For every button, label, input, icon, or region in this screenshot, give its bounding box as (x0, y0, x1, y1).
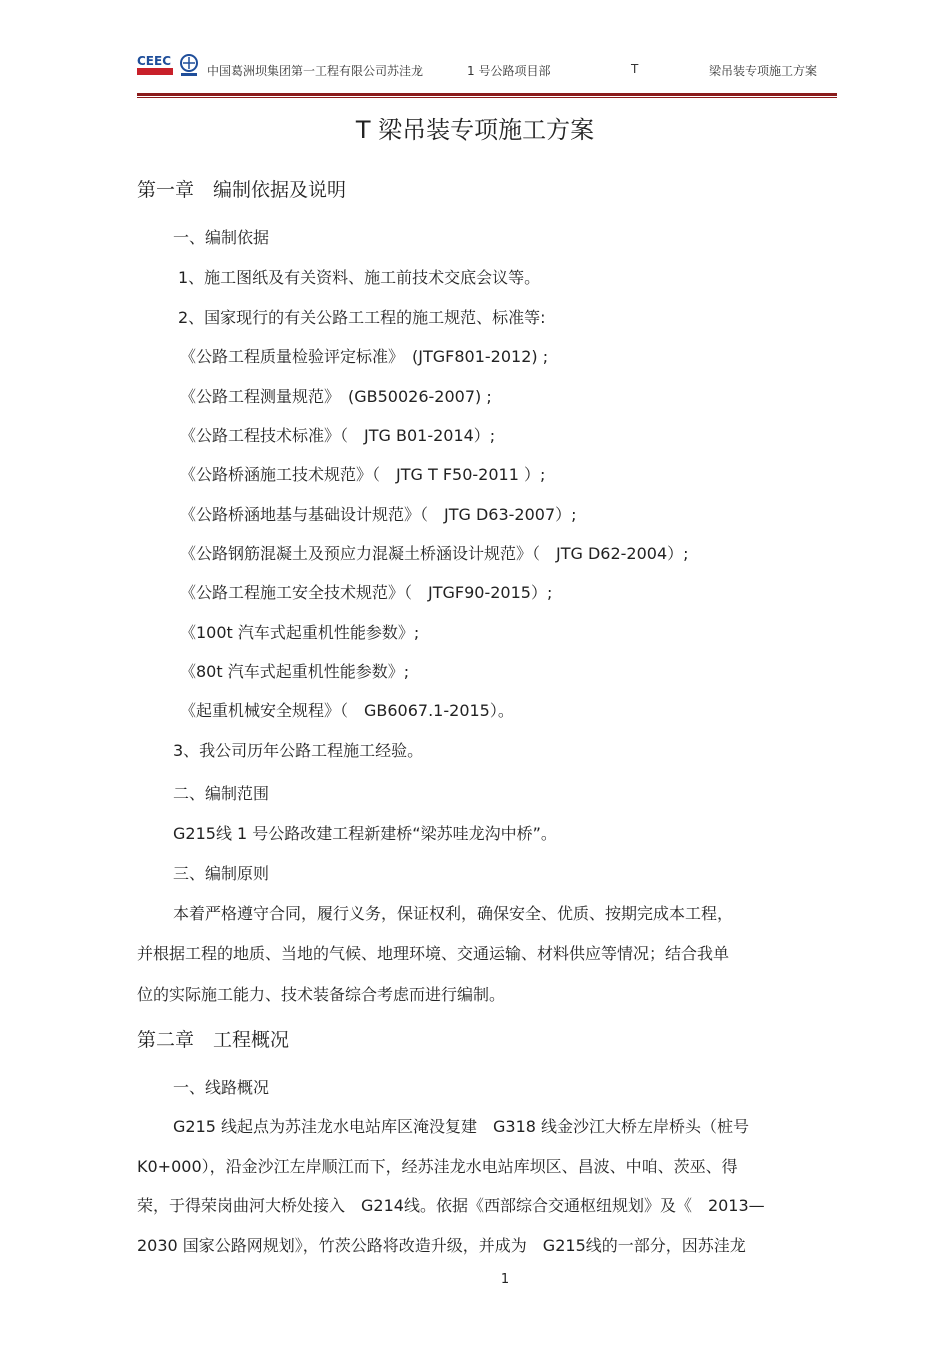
standard-item: 《公路钢筋混凝土及预应力混凝土桥涵设计规范》（ JTG D62-2004）; (180, 544, 689, 563)
paragraph-line: 1、施工图纸及有关资料、施工前技术交底会议等。 (178, 268, 541, 287)
standard-item: 《公路工程技术标准》（ JTG B01-2014）; (180, 426, 496, 445)
chapter-heading: 第二章 工程概况 (137, 1029, 290, 1051)
standard-item: 《80t 汽车式起重机性能参数》; (180, 662, 410, 681)
paragraph-line: 位的实际施工能力、技术装备综合考虑而进行编制。 (137, 985, 506, 1004)
standard-item: 《公路工程质量检验评定标准》 (JTGF801-2012) ; (180, 347, 549, 366)
standard-item: 《公路桥涵施工技术规范》（ JTG T F50-2011 ）; (180, 465, 546, 484)
page-number: 1 (500, 1272, 510, 1287)
paragraph-line: 荣，于得荣岗曲河大桥处接入 G214线。依据《西部综合交通枢纽规划》及《 2013— (137, 1196, 765, 1215)
paragraph-line: 并根据工程的地质、当地的气候、地理环境、交通运输、材料供应等情况；结合我单 (137, 944, 730, 963)
paragraph-line: G215 线起点为苏洼龙水电站库区淹没复建 G318 线金沙江大桥左岸桥头（桩号 (173, 1117, 750, 1136)
paragraph-line: G215线 1 号公路改建工程新建桥“梁苏哇龙沟中桥”。 (173, 824, 557, 843)
header-company: 中国葛洲坝集团第一工程有限公司苏洼龙 (207, 64, 424, 78)
standard-item: 《起重机械安全规程》（ GB6067.1-2015）。 (180, 701, 514, 720)
standard-item: 《公路工程测量规范》 (GB50026-2007) ; (180, 387, 492, 406)
section-heading: 一、编制依据 (173, 228, 270, 247)
paragraph-line: 3、我公司历年公路工程施工经验。 (173, 741, 424, 760)
page-title: T 梁吊装专项施工方案 (355, 116, 595, 144)
standard-item: 《公路工程施工安全技术规范》（ JTGF90-2015）; (180, 583, 553, 602)
chapter-heading: 第一章 编制依据及说明 (137, 179, 347, 201)
section-heading: 三、编制原则 (173, 864, 270, 883)
page-header (137, 50, 837, 94)
header-rule-thick (137, 93, 837, 96)
paragraph-line: 2030 国家公路网规划》，竹茨公路将改造升级，并成为 G215线的一部分，因苏洼龙 (137, 1236, 746, 1255)
standard-item: 《公路桥涵地基与基础设计规范》（ JTG D63-2007）; (180, 505, 577, 524)
company-logo-icon (137, 52, 201, 80)
section-heading: 一、线路概况 (173, 1078, 270, 1097)
paragraph-line: 本着严格遵守合同，履行义务，保证权利，确保安全、优质、按期完成本工程， (173, 904, 734, 923)
section-heading: 二、编制范围 (173, 784, 270, 803)
header-letter: T (631, 62, 639, 76)
standard-item: 《100t 汽车式起重机性能参数》; (180, 623, 420, 642)
header-project: 1 号公路项目部 (467, 64, 551, 78)
header-doc-title: 梁吊装专项施工方案 (709, 64, 818, 78)
header-rule-thin (137, 97, 837, 98)
paragraph-line: 2、国家现行的有关公路工工程的施工规范、标准等: (178, 308, 546, 327)
svg-text:CEEC: CEEC (137, 54, 172, 68)
paragraph-line: K0+000），沿金沙江左岸顺江而下，经苏洼龙水电站库坝区、昌波、中咱、茨巫、得 (137, 1157, 738, 1176)
